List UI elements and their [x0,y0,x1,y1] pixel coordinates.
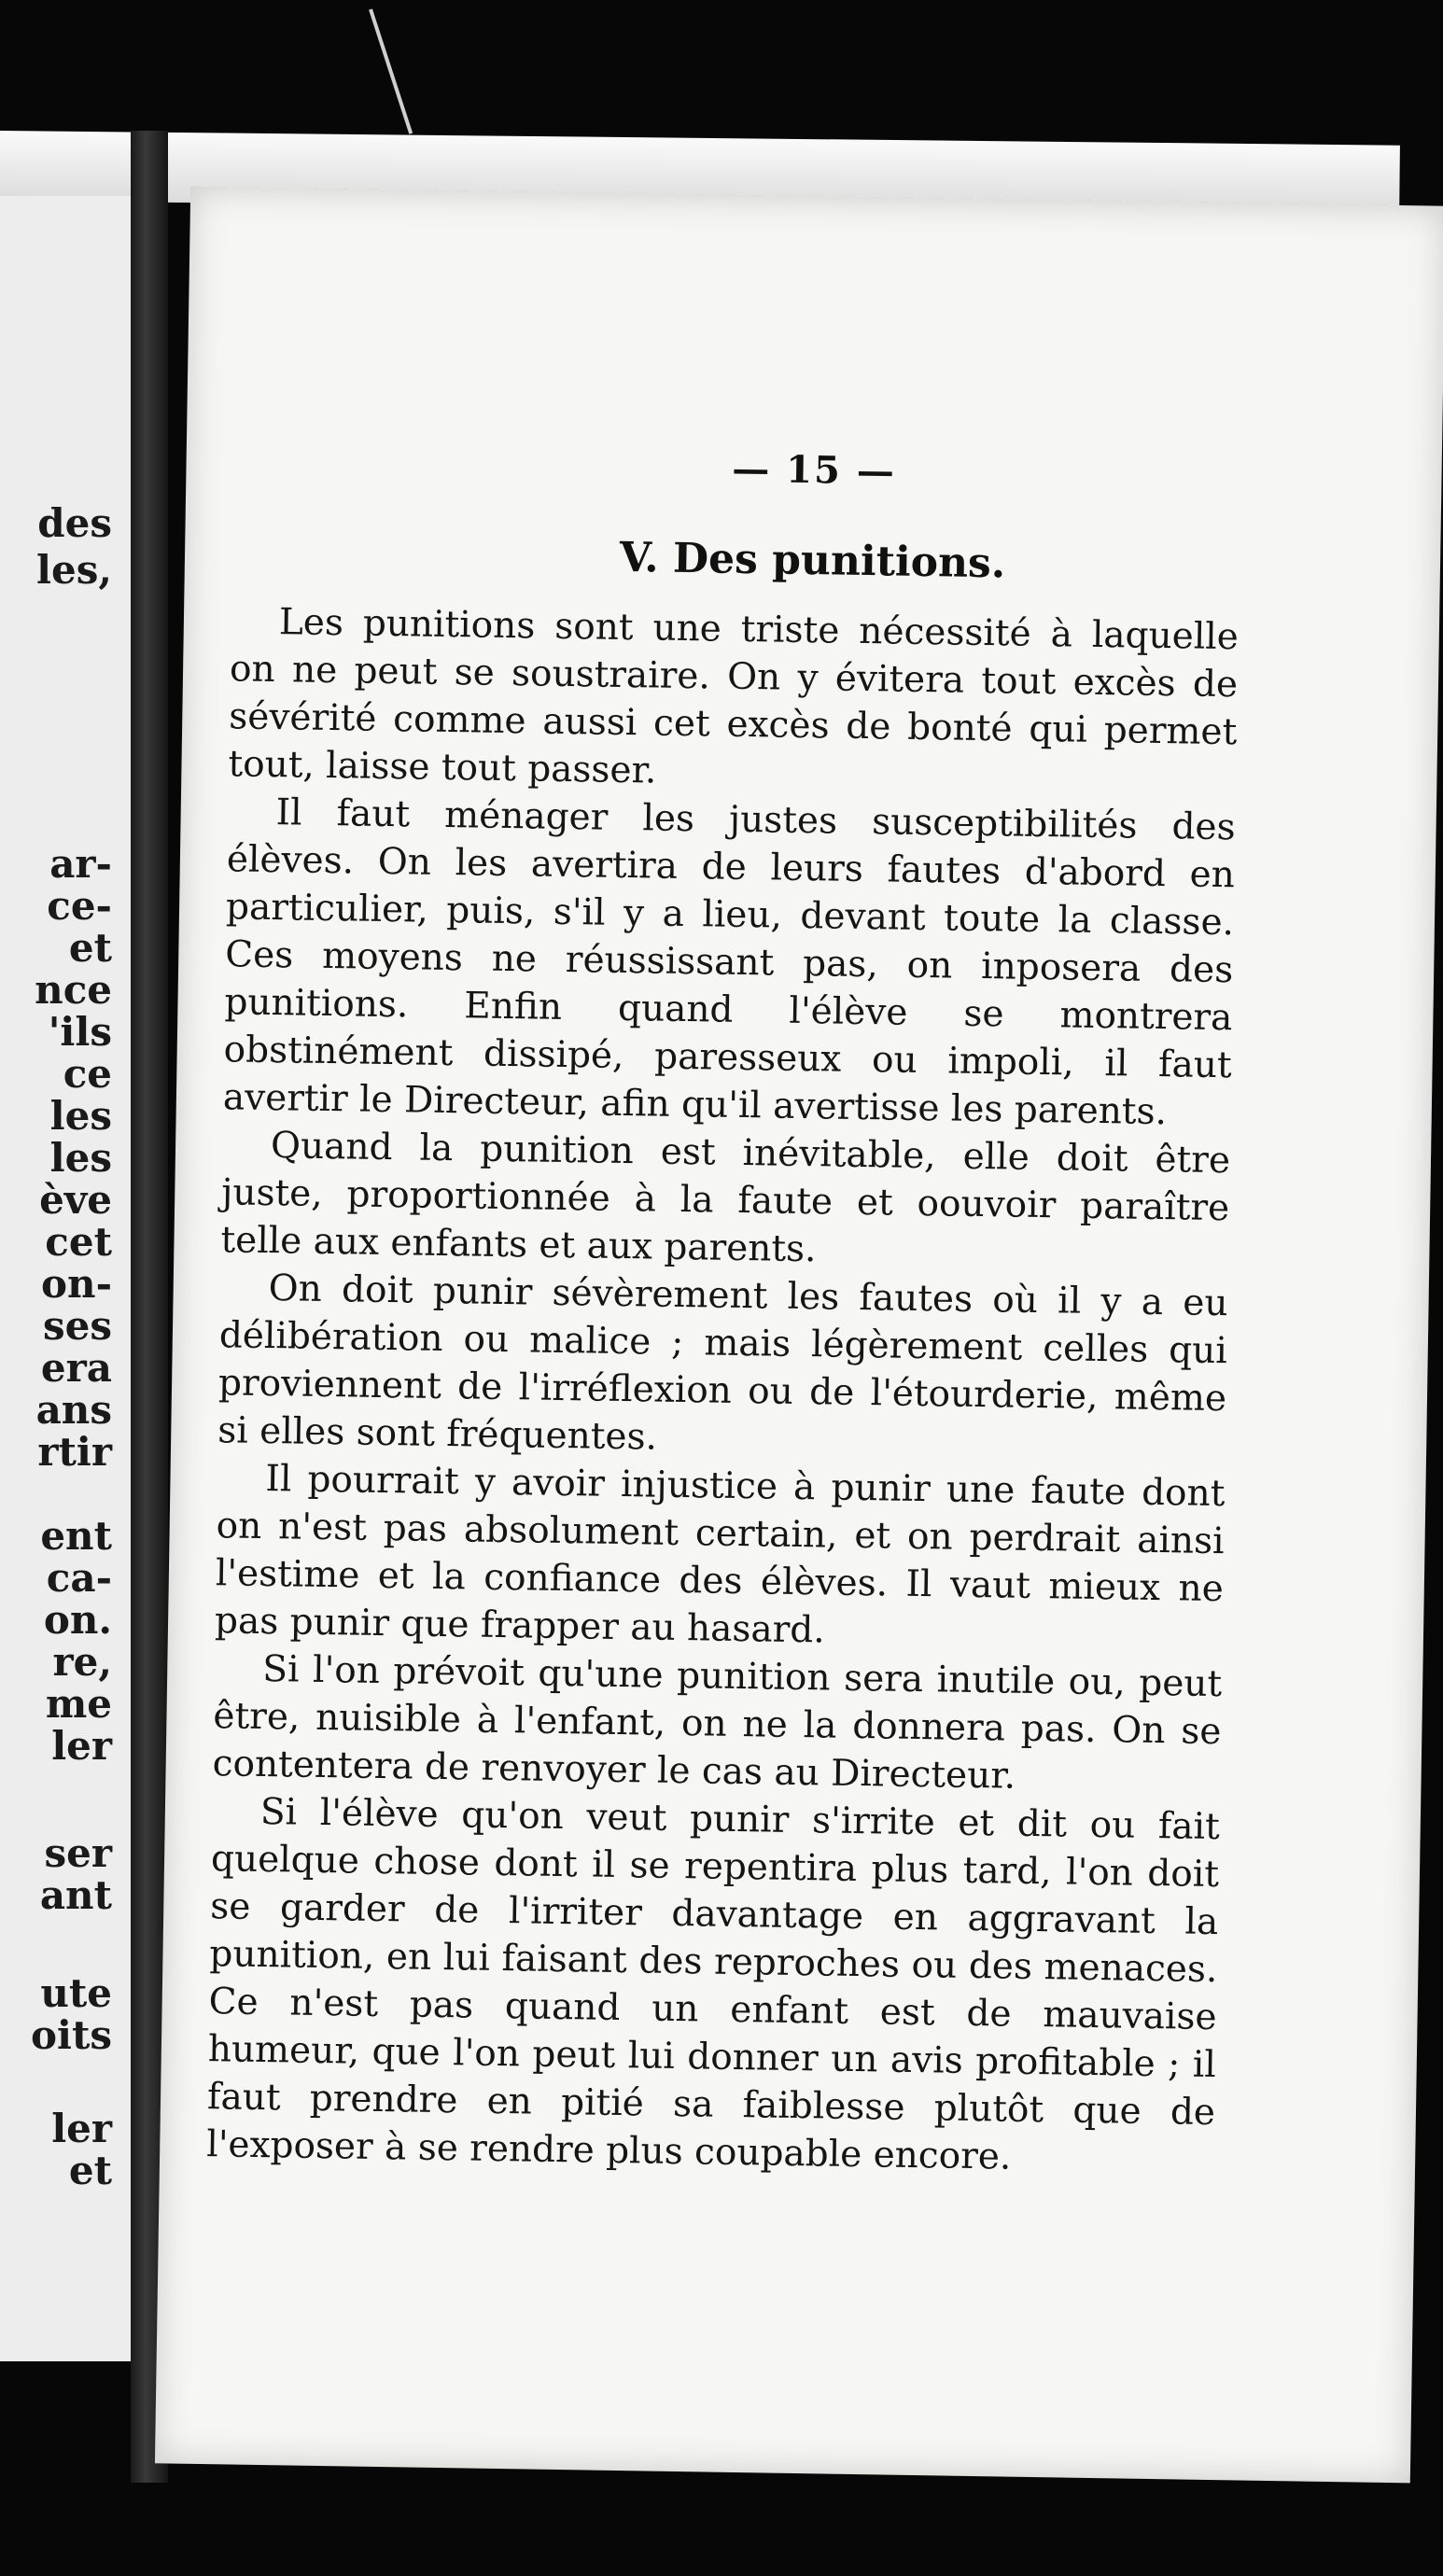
left-fragment: ler [51,2106,112,2151]
left-fragment: ent [40,1513,112,1559]
paragraph: Si l'on prévoit qu'une punition sera inutile ou, peut être, nuisible à l'enfant, on ne la donnera pas. On se contentera de renvoyer le cas au Directeur. [212,1647,1223,1798]
left-fragment: ca- [46,1555,112,1601]
left-fragment: on- [41,1261,112,1307]
paragraph: On doit punir sévèrement les fautes où il y a eu délibération ou malice ; mais légèrement celles qui proviennent de l'irréflexion ou de l'étourderie, même si elles sont fréquentes. [217,1267,1228,1459]
left-fragment: et [68,925,112,971]
staple-mark [369,8,413,133]
left-fragment: ans [35,1387,112,1433]
left-fragment: rtir [37,1429,112,1475]
left-fragment: nce [35,967,112,1013]
left-fragment: on. [43,1597,112,1643]
left-fragment: ar- [49,841,112,887]
left-fragment: et [68,2148,112,2193]
left-fragment: les [49,1135,112,1181]
left-fragment: oits [30,2012,112,2058]
left-page [0,196,140,2361]
paragraph: Il faut ménager les justes susceptibilités des élèves. On les avertira de leurs fautes d'abord en particulier, puis, s'il y a lieu, devant toute la classe. Ces moyens ne réussissant pas, on inposera des punitions. Enfin quand l'élève se montrera obstinément dissipé, paresseux ou impoli, il faut avertir le Directeur, afin qu'il avertisse les parents. [222,791,1236,1134]
paragraph: Il pourrait y avoir injustice à punir une faute dont on n'est pas absolument certain, et on perdrait ainsi l'estime et la confiance des élèves. Il vaut mieux ne pas punir que frapper au hasard. [214,1458,1226,1652]
left-fragment: ce [63,1051,112,1097]
paragraph: Quand la punition est inévitable, elle doit être juste, proportionnée à la faute et oouvoir paraître telle aux enfants et aux parents. [220,1125,1231,1271]
left-fragment: des [37,500,112,546]
left-fragment: re, [52,1639,112,1685]
left-fragment: les, [36,547,112,593]
left-fragment: ler [51,1723,112,1769]
paragraph: Les punitions sont une triste nécessité à laquelle on ne peut se soustraire. On y évitera tout excès de sévérité comme aussi cet excès de bonté qui permet tout, laisse tout passer. [228,601,1240,792]
left-fragment: 'ils [48,1009,112,1055]
left-fragment: cet [45,1219,112,1265]
chapter-title: V. Des punitions. [619,533,1006,588]
left-fragment: ser [44,1830,112,1876]
left-fragment: ute [40,1970,112,2016]
right-page [155,187,1443,2484]
left-fragment: ève [39,1177,112,1223]
body-text [206,597,1239,2184]
left-fragment: ant [39,1872,112,1918]
left-fragment: era [40,1345,112,1391]
page-number: — 15 — [731,446,897,494]
paragraph: Si l'élève qu'on veut punir s'irrite et dit ou fait quelque chose dont il se repentira plus tard, l'on doit se garder de l'irriter davantage en aggravant la punition, en lui faisant des reproches ou des menaces. Ce n'est pas quand un enfant est de mauvaise humeur, que l'on peut lui donner un avis profitable ; il faut prendre en pitié sa faiblesse plutôt que de l'exposer à se rendre plus coupable encore. [205,1790,1221,2178]
left-fragment: ses [42,1303,112,1349]
left-fragment: ce- [47,883,112,929]
left-fragment: me [45,1681,112,1727]
left-fragment: les [49,1093,112,1139]
